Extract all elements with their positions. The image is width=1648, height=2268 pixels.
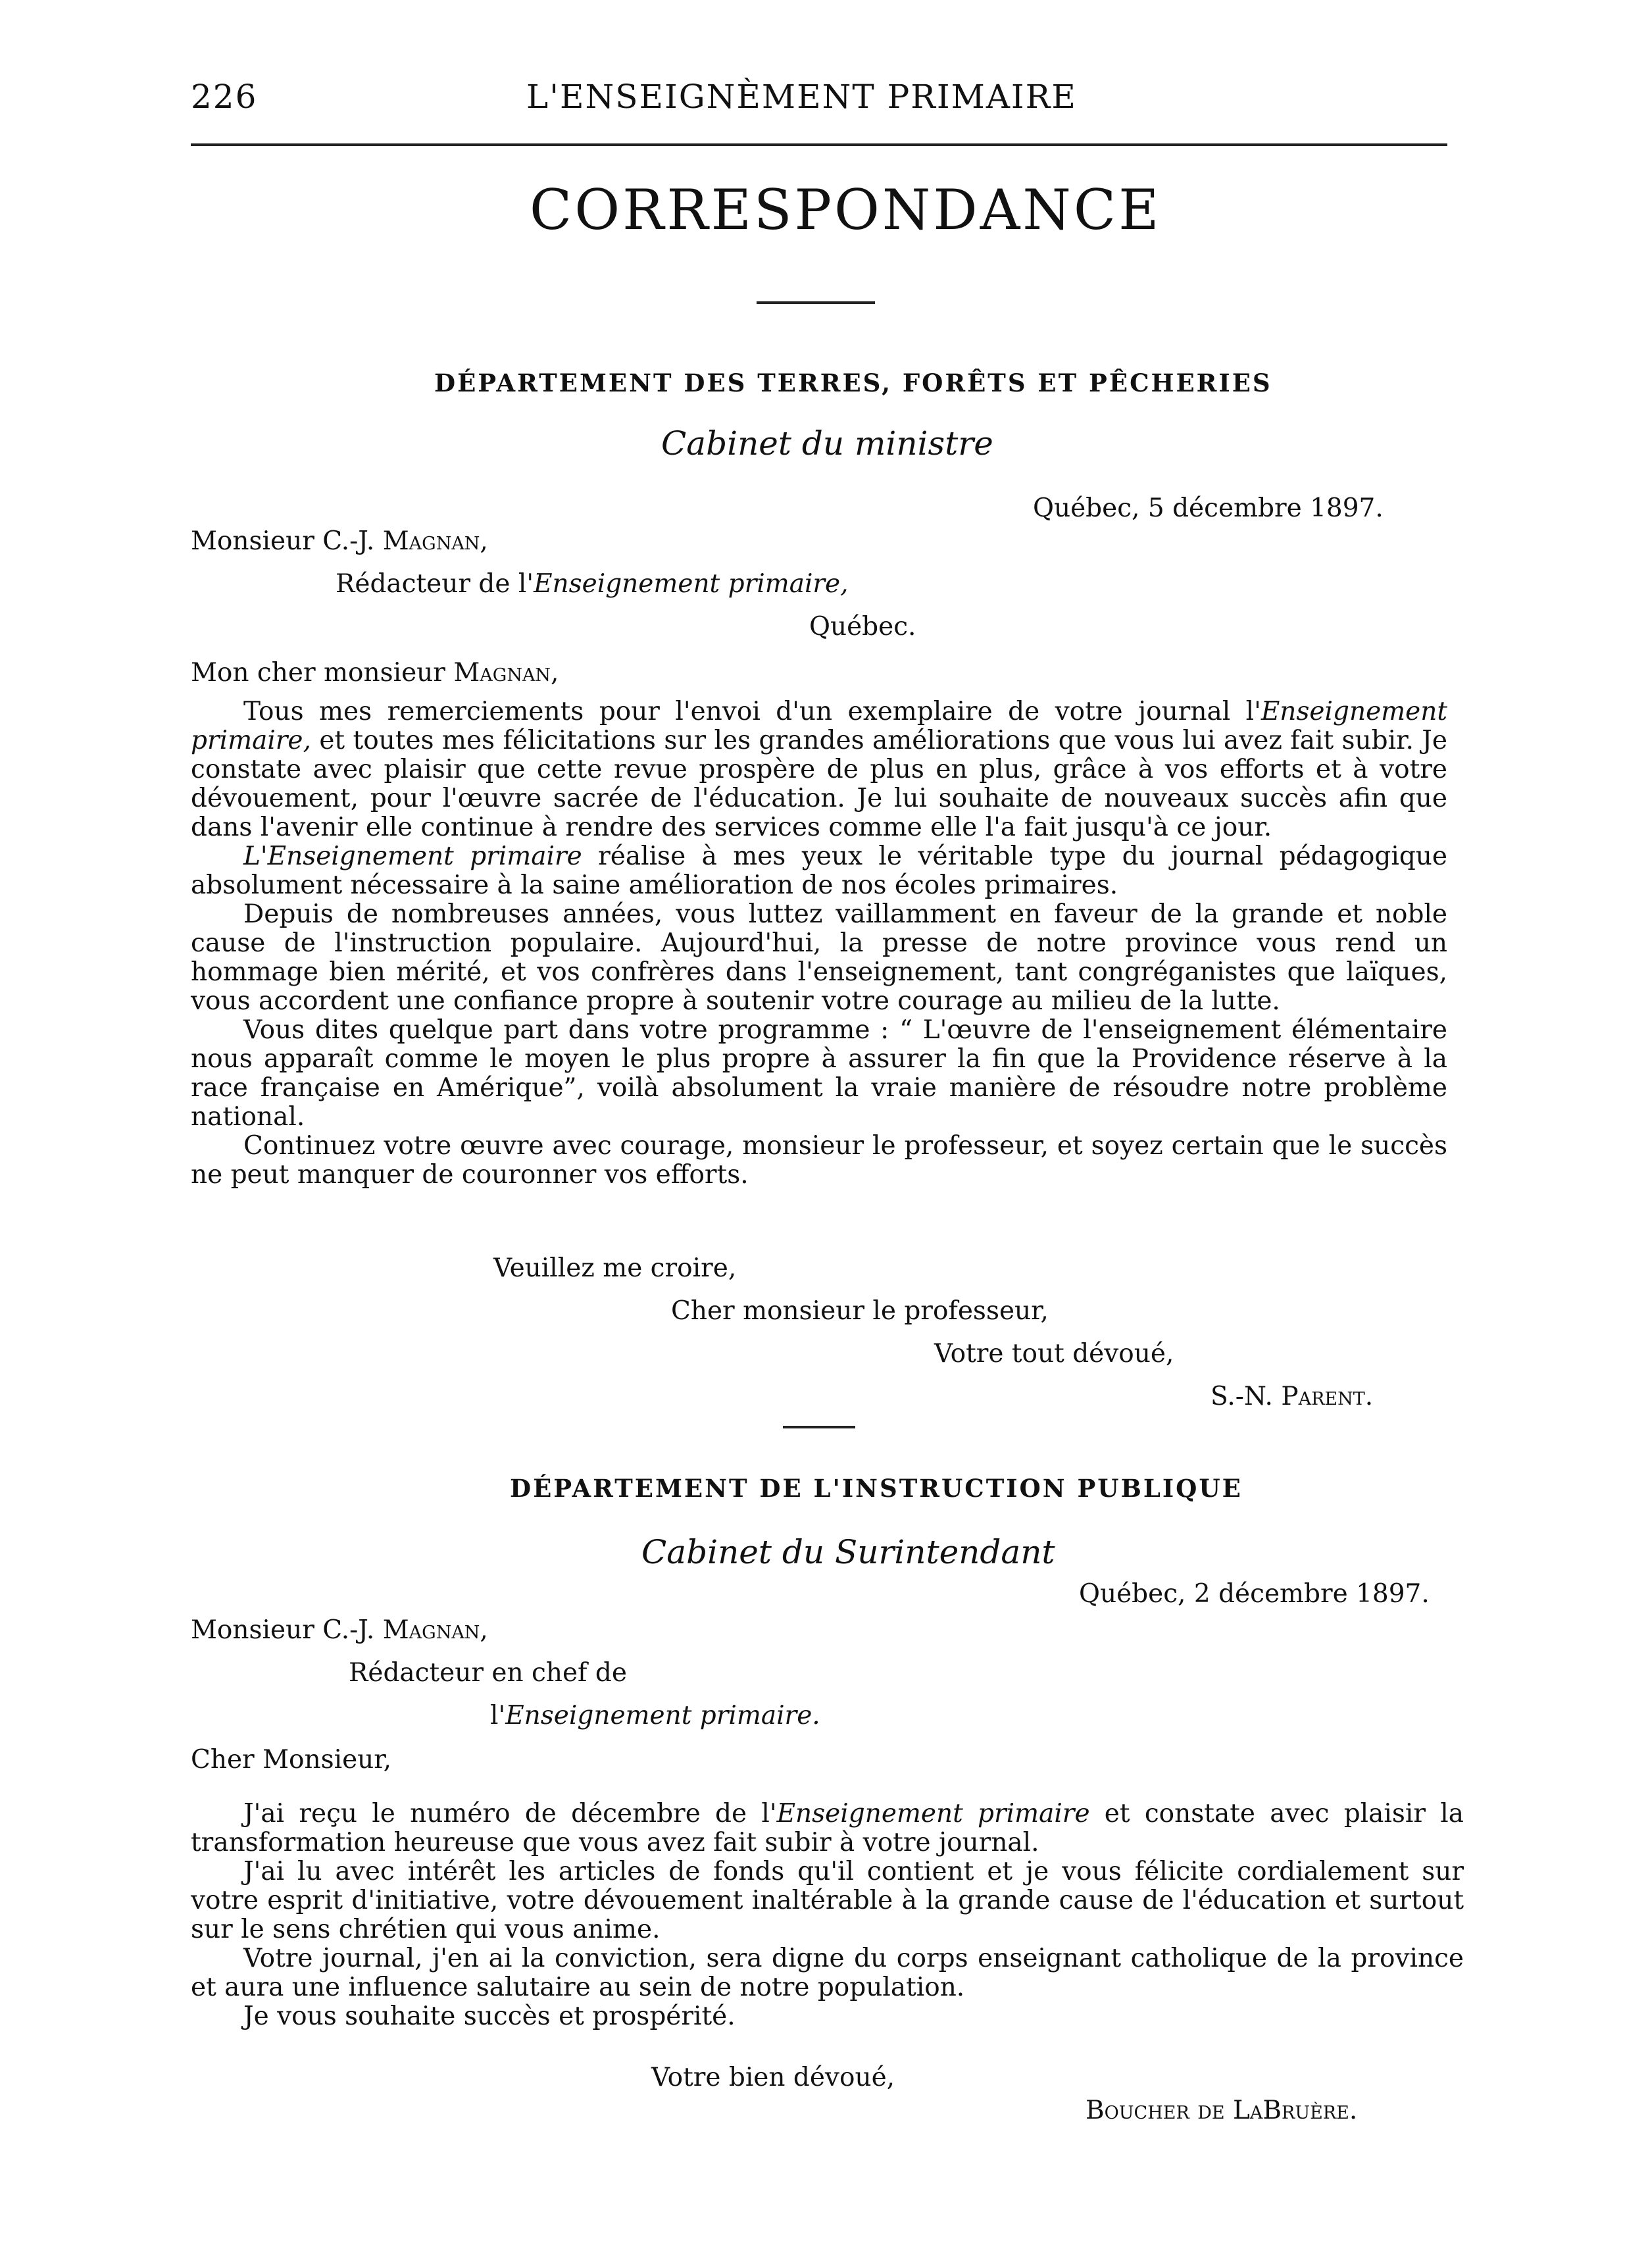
letter1-closing-1: Veuillez me croire, — [493, 1253, 737, 1283]
letter1-body — [191, 697, 1447, 1190]
letter1-salutation — [191, 658, 559, 688]
letter1-paragraph-5: Continuez votre œuvre avec courage, monsieur le professeur, et soyez certain que le succès ne peut manquer de couronner vos efforts. — [191, 1131, 1447, 1190]
page-number: 226 — [191, 78, 258, 116]
letter2-salutation: Cher Monsieur, — [191, 1745, 392, 1775]
journal-name: Enseignement primaire, — [191, 697, 1447, 755]
journal-name: L'Enseignement primaire — [243, 842, 582, 871]
letter1-addressee-name — [191, 526, 488, 556]
page-title: CORRESPONDANCE — [530, 178, 1162, 242]
title-rule — [757, 301, 875, 304]
letter1-paragraph-2: L'Enseignement primaire réalise à mes yeux le véritable type du journal pédagogique absolument nécessaire à la saine amélioration de nos écoles primaires. — [191, 842, 1447, 900]
letter1-paragraph-3: Depuis de nombreuses années, vous luttez vaillamment en faveur de la grande et noble cause de l'instruction populaire. Aujourd'hui, la presse de notre province vous rend un hommage bien mérité, et vos confrères dans l'enseignement, tant congréganistes que laïques, vous accordent une confiance propre à soutenir votre courage au milieu de la lutte. — [191, 899, 1447, 1016]
letter1-addressee-city: Québec. — [809, 612, 916, 642]
letter2-closing: Votre bien dévoué, — [651, 2063, 895, 2092]
letter1-department: DÉPARTEMENT DES TERRES, FORÊTS ET PÊCHERIES — [434, 368, 1272, 397]
running-title: L'ENSEIGNÈMENT PRIMAIRE — [526, 78, 1077, 116]
salutation-prefix: Mon cher monsieur — [191, 658, 454, 688]
letter2-dateline: Québec, 2 décembre 1897. — [1079, 1579, 1430, 1609]
letter1-paragraph-4: Vous dites quelque part dans votre programme : “ L'œuvre de l'enseignement élémentaire nous apparaît comme le moyen le plus propre à assurer la fin que la Providence réserve à la race française en Amérique”, voilà absolument la vraie manière de résoudre notre problème national. — [191, 1015, 1447, 1132]
letter1-dateline: Québec, 5 décembre 1897. — [1033, 493, 1384, 523]
header-rule — [191, 143, 1447, 146]
letter1-cabinet: Cabinet du ministre — [661, 424, 993, 463]
letter1-closing-2: Cher monsieur le professeur, — [671, 1296, 1049, 1326]
letter2-cabinet: Cabinet du Surintendant — [641, 1533, 1055, 1571]
letter2-addressee-role: Rédacteur en chef de — [349, 1658, 627, 1688]
letter2-paragraph-2: J'ai lu avec intérêt les articles de fonds qu'il contient et je vous félicite cordialement sur votre esprit d'initiative, votre dévouement inaltérable à la grande cause de l'éducation et surtout sur le sens chrétien qui vous anime. — [191, 1857, 1464, 1944]
letter2-paragraph-3: Votre journal, j'en ai la conviction, sera digne du corps enseignant catholique de la province et aura une influence salutaire au sein de notre population. — [191, 1944, 1464, 2002]
addressee-prefix: Monsieur C.-J. — [191, 1615, 383, 1645]
letter1-signature: S.-N. Parent. — [1211, 1382, 1374, 1411]
letter1-paragraph-1: Tous mes remerciements pour l'envoi d'un exemplaire de votre journal l'Enseignement primaire, et toutes mes félicitations sur les grandes améliorations que vous lui avez fait subir. Je constate avec plaisir que cette revue prospère de plus en plus, grâce à vos efforts et à votre dévouement, pour l'œuvre sacrée de l'éducation. Je lui souhaite de nouveaux succès afin que dans l'avenir elle continue à rendre des services comme elle l'a fait jusqu'à ce jour. — [191, 697, 1447, 842]
letter2-paragraph-1: J'ai reçu le numéro de décembre de l'Enseignement primaire et constate avec plaisir la transformation heureuse que vous avez fait subir à votre journal. — [191, 1799, 1464, 1857]
letter2-department: DÉPARTEMENT DE L'INSTRUCTION PUBLIQUE — [510, 1474, 1243, 1503]
letter1-closing-3: Votre tout dévoué, — [934, 1339, 1174, 1369]
addressee-surname: Magnan, — [382, 1615, 488, 1645]
letter2-signature: Boucher de LaBruère. — [1086, 2096, 1358, 2125]
addressee-surname: Magnan, — [382, 526, 488, 556]
addressee-prefix: Monsieur C.-J. — [191, 526, 383, 556]
journal-name: Enseignement primaire, — [534, 569, 849, 599]
letter1-addressee-role — [336, 569, 849, 599]
letter2-paragraph-4: Je vous souhaite succès et prospérité. — [243, 2002, 736, 2031]
letter2-body — [191, 1800, 1464, 2031]
salutation-name: Magnan, — [453, 658, 559, 688]
addressee-role-prefix: Rédacteur de l' — [336, 569, 534, 599]
journal-name: Enseignement primaire — [776, 1799, 1090, 1828]
letter2-addressee-journal: l'Enseignement primaire. — [490, 1701, 820, 1730]
letter2-addressee-name — [191, 1615, 488, 1645]
journal-name: Enseignement primaire. — [505, 1701, 820, 1730]
section-rule — [783, 1426, 855, 1428]
